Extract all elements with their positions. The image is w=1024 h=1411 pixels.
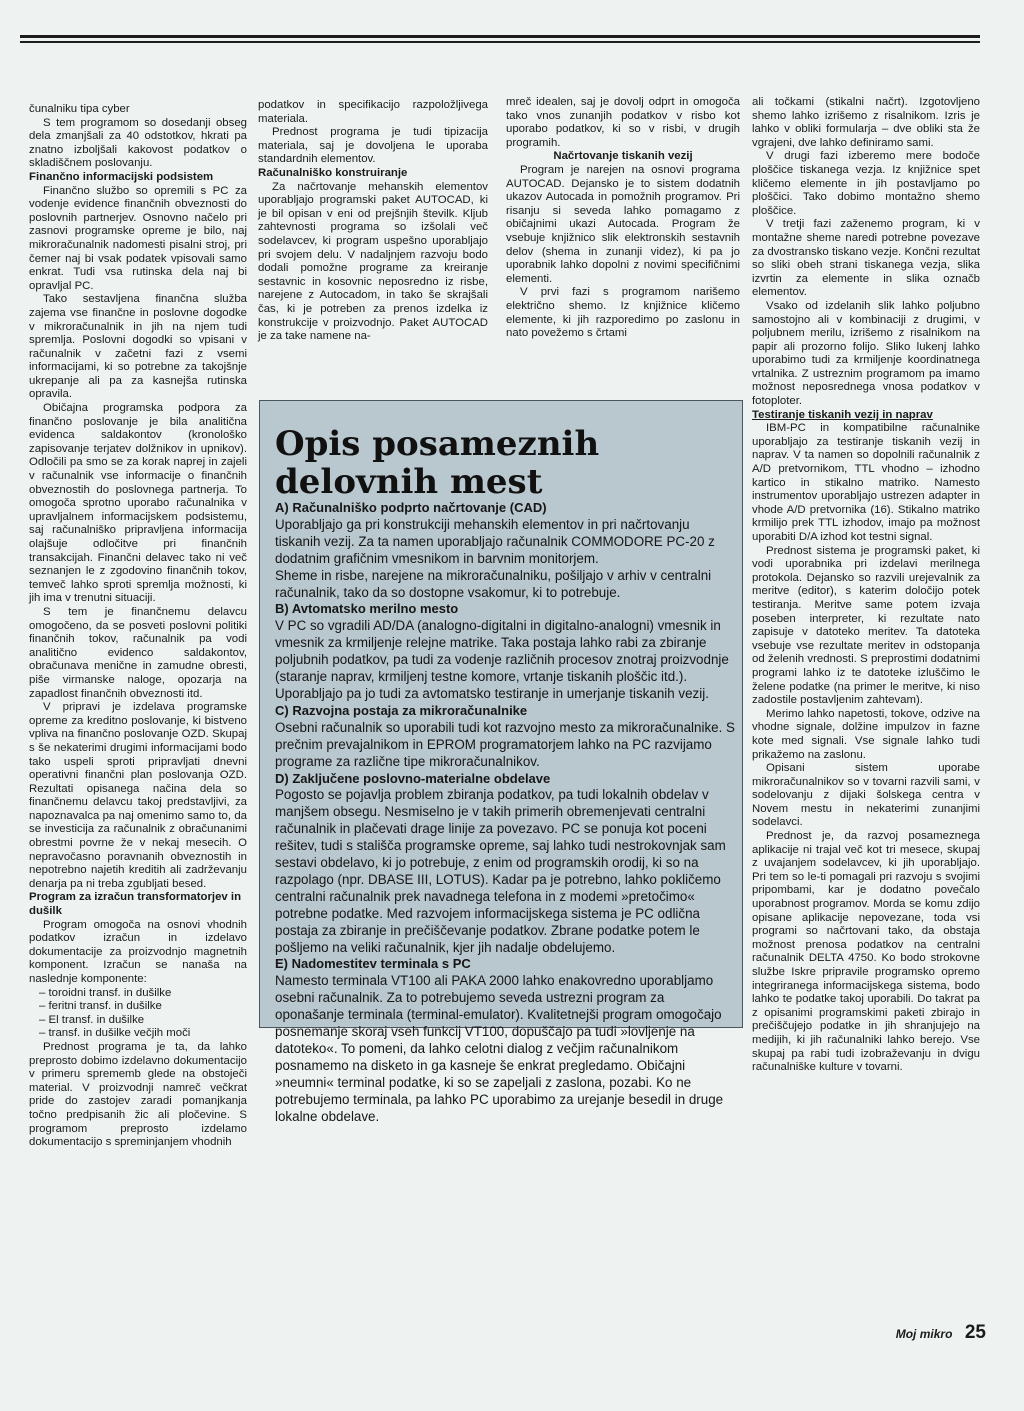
paragraph: Prednost programa je ta, da lahko preprosto dobimo izdelavno dokumentacijo v primeru sprememb glede na obstoječi material. V proizvodnji namreč večkrat pride do zastojev zaradi pomanjkanja točno predpisanih žic ali pločevine. S programom preprosto izdelamo dokumentacijo s spreminjanjem vhodnih <box>29 1040 247 1149</box>
paragraph: V tretji fazi zaženemo program, ki v montažne sheme naredi potrebne povezave za dvostransko tiskano vezje. Končni rezultat so sliki obeh strani tiskanega vezja, slika izvrtin za elemente in slika označb elementov. <box>752 218 980 299</box>
box-heading: A) Računalniško podprto načrtovanje (CAD) <box>275 500 547 515</box>
section-heading: Načrtovanje tiskanih vezij <box>553 150 693 163</box>
box-paragraph: Uporabljajo pa jo tudi za avtomatsko testiranje in umerjanje tiskanih vezij. <box>275 685 709 701</box>
paragraph: čunalniku tipa cyber <box>29 103 130 115</box>
box-title-line: delovnih mest <box>275 462 543 502</box>
box-body <box>275 500 735 1126</box>
paragraph: mreč idealen, saj je dovolj odprt in omogoča tako vnos zunanjih podatkov v risbo kot uporabo podatkov, ki so v risbi, v drugih programih. <box>506 96 740 149</box>
page-footer <box>896 1322 986 1344</box>
column-3 <box>506 96 740 341</box>
paragraph: Za načrtovanje mehanskih elementov uporabljajo programski paket AUTOCAD, ki je bil opisan v eni od prejšnjih številk. Kljub zahtevnosti programa so izšolali več sodelavcev, ki program uspešno uporabljajo pri svojem delu. V nadaljnjem razvoju bodo dodali pomožne programe za kreiranje sestavnic in kosovnic neposredno iz risbe, narejene z Autocadom, in tako še skrajšali čas, ki je potreben za prenos izdelka iz konstrukcije v proizvodnjo. Paket AUTOCAD je za take namene na- <box>258 180 488 343</box>
paragraph: Običajna programska podpora za finančno poslovanje je bila analitična evidenca saldakontov (kronološko zapisovanje terjatev dolžnikov in upnikov). Odločili pa smo se za korak naprej in zajeli v računalnik vse informacije o finančnih obveznostih do poslovnega partnerja. To omogoča sprotno uporabo računalnika v upravljalnem informacijskem podsistemu, saj računalniško pripravljena informacija olajšuje odločitve pri finančnih transakcijah. Finančni delavec tako ni več seznanjen le z zgodovino finančnih tokov, temveč lahko sproti spremlja možnosti, ki jih ima v trenutni situaciji. <box>29 402 247 605</box>
box-paragraph: Pogosto se pojavlja problem zbiranja podatkov, pa tudi lokalnih obdelav v manjšem obsegu. Nesmiselno je v takih primerih obremenjevati centralni računalnik in plačevati drage linije za povezavo. PC se ponuja kot poceni rešitev, tudi s stališča programske opreme, saj lahko tudi nestrokovnjak sam sestavi obdelavo, ki jo potrebuje, z enim od programskih orodij, ki so na razpolago (npr. DBASE III, LOTUS). Kadar pa je potrebno, lahko pokličemo centralni računalnik prek navadnega telefona in z modemi »pretočimo« potrebne podatke. Med razvojem informacijskega sistema je PC odlična postaja za zbiranje in prečiščevanje podatkov. Zbrane podatke potem le pošljemo na veliki računalnik, kjer jih nadalje obdelujemo. <box>275 787 726 955</box>
column-1 <box>29 103 247 1150</box>
box-heading: E) Nadomestitev terminala s PC <box>275 956 471 972</box>
box-heading: D) Zaključene poslovno-materialne obdelave <box>275 770 551 786</box>
paragraph: Prednost programa je tudi tipizacija materiala, saj je dovoljena le uporaba standardnih elementov. <box>258 126 488 166</box>
list-item: – El transf. in dušilke <box>39 1013 145 1026</box>
top-rule <box>20 35 980 38</box>
box-title-line: Opis posameznih <box>275 424 600 464</box>
paragraph: Program omogoča na osnovi vhodnih podatkov izračun in izdelavo dokumentacije za proizvodnjo magnetnih komponent. Izračun se nanaša na naslednje komponente: <box>29 918 247 985</box>
section-heading: Program za izračun transformatorjev in dušilk <box>29 891 242 918</box>
list-item: – toroidni transf. in dušilke <box>39 986 172 999</box>
component-list <box>29 987 247 1041</box>
box-paragraph: Sheme in risbe, narejene na mikroračunalniku, pošiljajo v arhiv v centralni računalnik, tako da so dostopne vsakomur, ki to potrebuje. <box>275 567 712 600</box>
paragraph: Finančno službo so opremili s PC za vodenje evidence finančnih obveznosti do poslovnih partnerjev. Osnovno načelo pri zasnovi programske opreme je bilo, naj mikroračunalnik nadomesti pisalni stroj, pri čemer naj bi vsak podatek vpisovali samo enkrat. Tudi vsa rutinska dela naj bi opravljal PC. <box>29 184 247 292</box>
paragraph: Prednost je, da razvoj posameznega aplikacije ni trajal več kot tri mesece, skupaj z uvajanjem sodelavcev, ki jih uporabljajo. Pri tem so le-ti pomagali pri razvoju s svojimi pripombami, kar je dodatno povečalo uporabnost programov. Morda se komu zdijo opisane aplikacije nepovezane, toda vsi programi so načrtovani tako, da obstaja možnost prenosa podatkov na centralni računalnik DELTA 4750. Ko bodo strokovne službe Iskre pripravile programsko opremo integriranega informacijskega sistema, bodo lahko te podatke takoj uporabili. Do takrat pa z opisanimi programskimi paketi zbirajo in prečiščujejo podatke in jih shranjujejo na medijih, ki jih računalniki lahko berejo. Vse skupaj pa rabi tudi izobraževanju in dvigu računalniške kulture v tovarni. <box>752 830 980 1074</box>
section-heading: Testiranje tiskanih vezij in naprav <box>752 408 933 421</box>
box-paragraph: Osebni računalnik so uporabili tudi kot razvojno mesto za mikroračunalnike. S prečnim prevajalnikom in EPROM programatorjem lahko na PC razvijamo programe za različne tipe mikroračunalnikov. <box>275 719 735 769</box>
paragraph: V prvi fazi s programom narišemo električno shemo. Iz knjižnice kličemo elemente, ki jih razporedimo po zaslonu in nato povežemo s črtami <box>506 286 740 340</box>
paragraph: Prednost sistema je programski paket, ki vodi uporabnika pri izdelavi merilnega protokola. Dejansko so razvili urejevalnik za meritve (editor), s katerim določijo potek testiranja. Meritve same potem izvaja poseben interpreter, ki rezultate nato zapisuje v datoteko meritev. Ta datoteka vsebuje vse rezultate meritev in odstopanja od želenih vrednosti. S preprostimi dodatnimi programi lahko iz te datoteke izluščimo le želene podatke (na primer le meritve, ki niso zadostile postavljenim zahtevam). <box>752 544 980 707</box>
section-heading: Računalniško konstruiranje <box>258 166 408 179</box>
paragraph: Program je narejen na osnovi programa AUTOCAD. Dejansko je to sistem dodatnih ukazov Autocada in pomožnih programov. Pri risanju si seveda lahko pomagamo z običajnimi ukazi Autocada. Program že vsebuje knjižnico slik elektronskih sestavnih delov (shema in zunanji videz), ki pa jo uporabnik lahko dopolni z novimi specifičnimi elementi. <box>506 163 740 285</box>
paragraph: S tem programom so dosedanji obseg dela zmanjšali za 40 odstotkov, hkrati pa znatno izboljšali kakovost podatkov o skladiščnem poslovanju. <box>29 116 247 170</box>
paragraph: Opisani sistem uporabe mikroračunalnikov so v tovarni razvili sami, v sodelovanju z dijaki šolskega centra v Novem mestu in nekaterimi zunanjimi sodelavci. <box>752 762 980 829</box>
box-title <box>275 425 735 501</box>
magazine-name: Moj mikro <box>895 1327 953 1341</box>
paragraph: ali točkami (stikalni načrt). Izgotovljeno shemo lahko izrišemo z risalnikom. Izris je lahko v obliki formularja – dve obliki sta že vgrajeni, dve lahko definiramo sami. <box>752 96 980 149</box>
paragraph: Merimo lahko napetosti, tokove, odzive na vhodne signale, dolžine impulzov in fazne kote med signali. Vse signale lahko tudi prikažemo na zaslonu. <box>752 707 980 761</box>
box-paragraph: Uporabljajo ga pri konstrukciji mehanskih elementov in pri načrtovanju tiskanih vezij. Za ta namen uporabljajo računalnik COMMODORE PC-20 z dodatnim grafičnim vmesnikom in barvnim monitorjem. <box>275 516 715 566</box>
paragraph: S tem je finančnemu delavcu omogočeno, da se posveti poslovni politiki finančnih tokov, računalnik pa vodi analitično evidenco saldakontov, obračunava menične in zamudne obresti, piše virmanske naloge, opozarja na zapadlost finančnih obveznosti itd. <box>29 605 247 700</box>
paragraph: IBM-PC in kompatibilne računalnike uporabljajo za testiranje tiskanih vezij in naprav. V ta namen so dopolnili računalnik z A/D pretvornikom, TTL vhodno – izhodno kartico in stikalno matriko. Namesto instrumentov uporabljajo ustrezen adapter in vhode A/D pretvornika (16). Stikalno matriko krmilijo prek TTL izhodov, imajo pa možnost uporabiti D/A izhod kot testni signal. <box>752 422 980 543</box>
paragraph: V drugi fazi izberemo mere bodoče ploščice tiskanega vezja. Iz knjižnice spet kličemo elemente in jih postavljamo po ploščici. Tako dobimo montažno shemo ploščice. <box>752 150 980 217</box>
top-rule-thin <box>20 41 980 43</box>
box-heading: B) Avtomatsko merilno mesto <box>275 601 459 617</box>
list-item: – feritni transf. in dušilke <box>39 1000 162 1013</box>
section-heading: Finančno informacijski podsistem <box>29 170 214 183</box>
box-paragraph: V PC so vgradili AD/DA (analogno-digitalni in digitalno-analogni) vmesnik in vmesnik za krmiljenje relejne matrike. Taka postaja lahko rabi za zbiranje poljubnih podatkov, pa tudi za vodenje različnih procesov znotraj proizvodnje (staranje naprav, krmiljenj testne komore, vrtanje tiskanih ploščic itd.). <box>275 618 729 685</box>
list-item: – transf. in dušilke večjih moči <box>39 1027 191 1040</box>
paragraph: podatkov in specifikacijo razpoložljivega materiala. <box>258 99 488 125</box>
column-2 <box>258 99 488 344</box>
paragraph: V pripravi je izdelava programske opreme za kreditno poslovanje, ki bistveno vpliva na finančno poslovanje OZD. Skupaj s še nekaterimi drugimi informacijami bodo tako uspeli sproti pripravljati dnevni operativni finančni plan poslovanja OZD. Rezultati opisanega načina dela so finančnemu delavcu takoj predstavljivi, za napoznavalca pa naj omenimo samo to, da se investicija za računalnik z obračunanimi obrestmi povrne že v nekaj mesecih. O nepravočasno poravnanih obveznostih in nepotrebno najetih kreditih ali zadrževanju denarja pa ni treba zgubljati besed. <box>29 701 247 890</box>
page-number: 25 <box>964 1322 986 1343</box>
column-4 <box>752 96 980 1075</box>
paragraph: Vsako od izdelanih slik lahko poljubno samostojno ali v kombinaciji z drugimi, v poljubnem merilu, izrišemo z risalnikom na papir ali prozorno folijo. Sliko lukenj lahko uporabimo tudi za krmiljenje koordinatnega vrtalnika. Z ustreznim programom pa imamo možnost neposrednega vnosa podatkov v fotoploter. <box>752 299 980 408</box>
box-heading: C) Razvojna postaja za mikroračunalnike <box>275 702 528 718</box>
paragraph: Tako sestavljena finančna služba zajema vse finančne in poslovne dogodke v mikroračunalnik in jih na njem tudi spremlja. Poslovni dogodki so vpisani v računalnik v začetni fazi z vsemi informacijami, ki so potrebne za takojšnje ukrepanje ali pa za kasnejša rutinska opravila. <box>29 293 247 401</box>
box-paragraph: Namesto terminala VT100 ali PAKA 2000 lahko enakovredno uporabljamo osebni računalnik. Za to potrebujemo seveda ustrezni program za oponašanje terminala (terminal-emulator). Kvalitetnejši program omogočajo posnemanje skoraj vseh funkcij VT100, dopuščajo pa tudi »lovljenje na datoteko«. To pomeni, da lahko celotni dialog z večjim računalnikom posnamemo na disketo in ga kasneje še enkrat pregledamo. Običajni »neumni« terminal podatke, ki so se zapeljali z zaslona, pozabi. Ko ne potrebujemo terminala, pa lahko PC uporabimo za urejanje besedil in druge lokalne obdelave. <box>275 973 724 1124</box>
